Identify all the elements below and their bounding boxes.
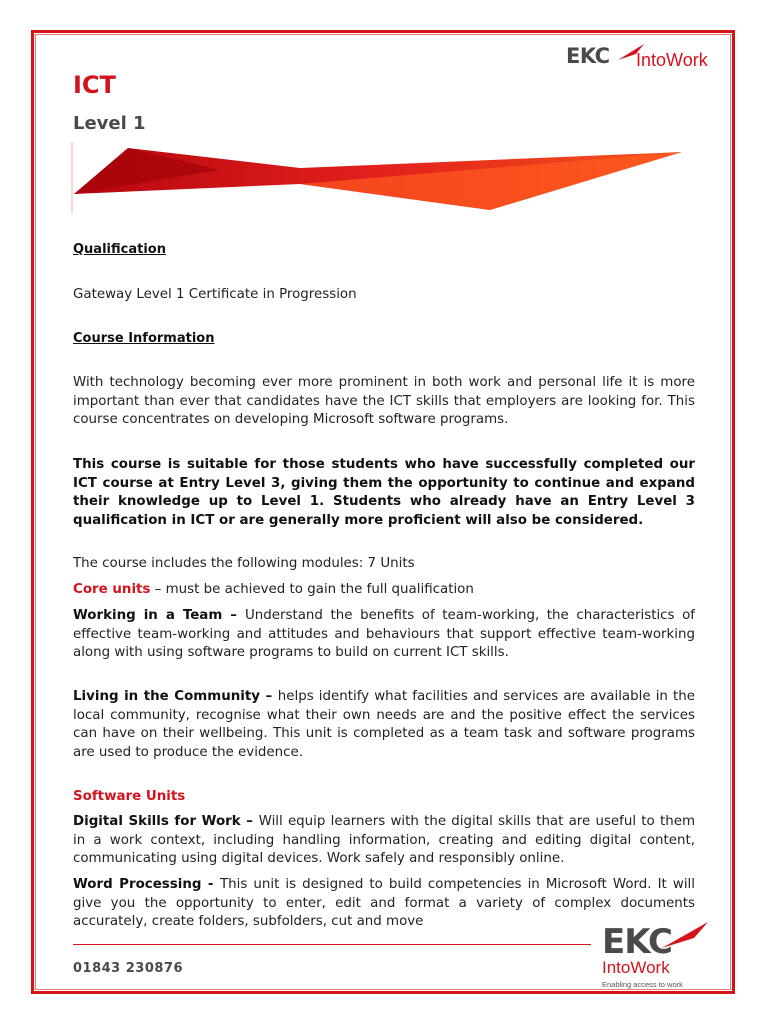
logo-brand: EKC [602,922,672,962]
logo-sub: IntoWork [636,50,708,70]
logo-tagline: Enabling access to work [602,980,683,989]
qualification-text: Gateway Level 1 Certificate in Progression [73,287,357,302]
unit-description: Understand the benefits of team-working, the characteristics of effective team-working and attitudes and behaviours that support effective team-working along with using software programs to build on current ICT skills. [73,608,695,660]
course-info-paragraph: With technology becoming ever more prominent in both work and personal life it is more important than ever that candidates have the ICT skills that employers are looking for. This course concentrates on developing Microsoft software programs. [73,375,695,427]
unit-digital-skills-for-work [73,813,695,869]
modules-text: The course includes the following modules: 7 Units [73,556,415,571]
core-units-text: – must be achieved to gain the full qualification [150,582,474,597]
unit-description: This unit is designed to build competencies in Microsoft Word. It will give you the opportunity to enter, edit and format a variety of complex documents accurately, create folders, subfolders, cut and move [73,877,695,929]
unit-title: Working in a Team – [73,608,245,623]
page-title: ICT [73,71,116,99]
ekc-intowork-logo [566,42,721,74]
unit-living-in-the-community [73,688,695,762]
logo-sub: IntoWork [602,958,670,977]
unit-description: helps identify what facilities and services are available in the local community, recognise what their own needs are and the positive effect the services can have on their wellbeing. This unit is completed as a team task and software programs are used to produce the evidence. [73,689,696,760]
qualification-heading: Qualification [73,242,166,257]
page-subtitle: Level 1 [73,113,146,134]
logo-swoosh-icon [660,920,710,950]
unit-title: Digital Skills for Work – [73,814,259,829]
core-units-label: Core units [73,582,151,597]
unit-title: Word Processing - [73,877,220,892]
unit-title: Living in the Community – [73,689,278,704]
ekc-intowork-footer-logo [598,920,718,992]
software-units-heading [73,788,695,807]
unit-working-in-a-team [73,607,695,663]
software-units-label: Software Units [73,789,186,804]
footer-rule [73,944,591,945]
course-suitability-paragraph: This course is suitable for those students who have successfully completed our ICT course at Entry Level 3, giving them the opportunity to continue and expand their knowledge up to Level 1. Students who already have an Entry Level 3 qualification in ICT or are generally more proficient will also be considered. [73,457,695,528]
unit-description: Will equip learners with the digital skills that are useful to them in a work context, including handling information, creating and editing digital content, communicating using digital devices. Work safely and responsibly online. [73,814,695,866]
logo-brand: EKC [566,44,610,68]
course-info-heading: Course Information [73,331,215,346]
core-units-line [73,581,695,600]
footer-phone: 01843 230876 [73,961,184,976]
red-banner-graphic [70,140,690,220]
